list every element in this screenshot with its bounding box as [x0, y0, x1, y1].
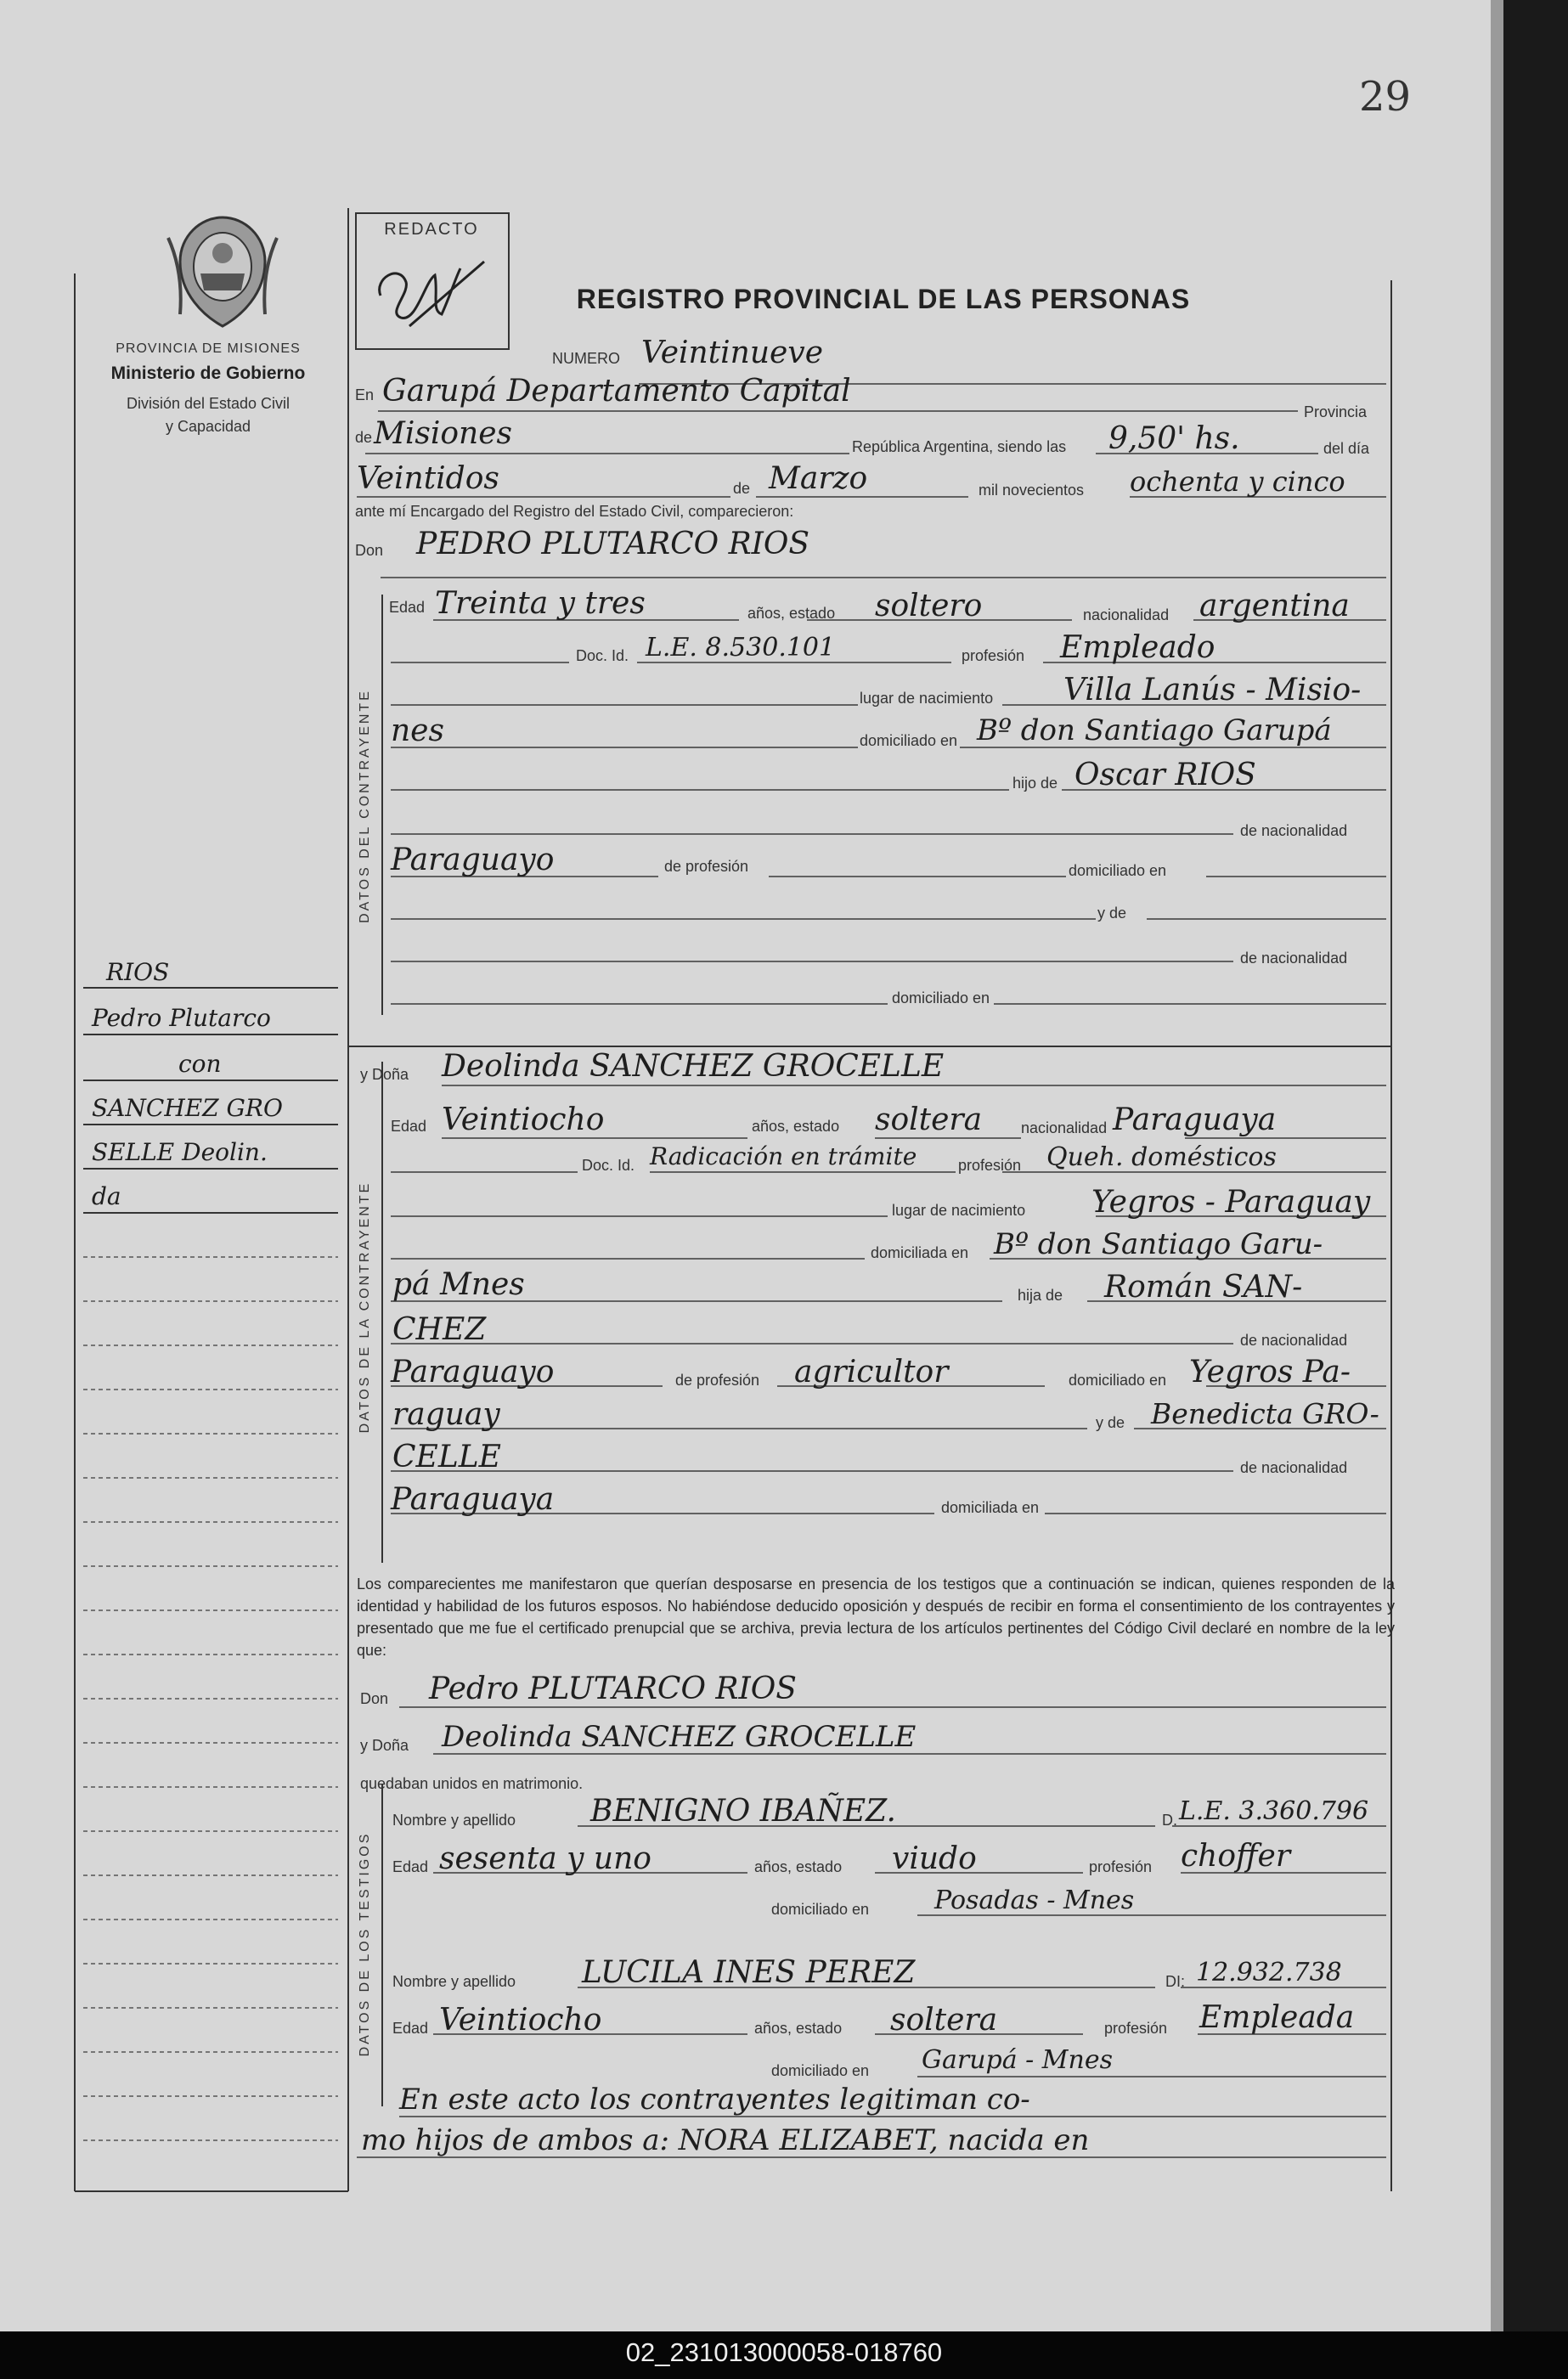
groom-father-nationality: Paraguayo — [391, 843, 555, 877]
day-value: Veintidos — [357, 461, 499, 496]
bride-address-2: pá Mnes — [392, 1267, 525, 1302]
w2-nombre-label: Nombre y apellido — [392, 1973, 516, 1990]
bride-father-profession: agricultor — [794, 1355, 949, 1390]
bride-doc-label: Doc. Id. — [582, 1157, 635, 1174]
bride-profession: Queh. domésticos — [1046, 1142, 1277, 1172]
margin-note-line: Pedro Plutarco — [92, 1004, 271, 1032]
del-dia-label: del día — [1323, 440, 1370, 457]
w1-profesion-label: profesión — [1089, 1858, 1153, 1875]
bride-father-address: Yegros Pa- — [1189, 1355, 1351, 1390]
margin-note-line: RIOS — [106, 958, 170, 986]
w1-nombre-label: Nombre y apellido — [392, 1812, 516, 1829]
w2-edad-label: Edad — [392, 2020, 429, 2037]
act-number: Veintinueve — [641, 335, 823, 370]
coat-of-arms-icon — [163, 212, 282, 331]
provincia-label: Provincia — [1304, 403, 1368, 420]
bride-father-dom-label: domiciliado en — [1069, 1372, 1167, 1389]
groom-father: Oscar RIOS — [1074, 758, 1256, 792]
legitimation-note: En este acto los contrayentes legitiman co- — [399, 2083, 1030, 2117]
bride-estado: soltera — [875, 1102, 983, 1137]
bride-mother-label: y de — [1096, 1414, 1125, 1431]
w1-estado: viudo — [892, 1841, 977, 1876]
margin-note-line: da — [92, 1182, 121, 1210]
bride-birthplace: Yegros - Paraguay — [1091, 1185, 1371, 1220]
bride-edad-label: Edad — [391, 1118, 427, 1135]
groom-birthplace-2: nes — [391, 713, 444, 748]
bride-nacionalidad-label: nacionalidad — [1021, 1119, 1108, 1136]
bride-father-nationality: Paraguayo — [391, 1355, 555, 1390]
groom-mother-label: y de — [1097, 905, 1127, 922]
de-month-label: de — [733, 480, 751, 497]
groom-estado-label: años, estado — [747, 605, 836, 622]
province-label: PROVINCIA DE MISIONES — [116, 341, 301, 356]
w2-dom-label: domiciliado en — [771, 2062, 870, 2079]
bride-mother-nationality: Paraguaya — [391, 1482, 555, 1517]
w2-name: LUCILA INES PEREZ — [582, 1955, 916, 1990]
province-value: Misiones — [374, 416, 513, 451]
w1-estado-label: años, estado — [754, 1858, 843, 1875]
bride-father-nac-label: de nacionalidad — [1240, 1332, 1348, 1349]
groom-nationality: argentina — [1199, 589, 1350, 623]
month-value: Marzo — [769, 461, 868, 496]
w2-estado: soltera — [890, 2003, 998, 2038]
w1-age: sesenta y uno — [439, 1841, 651, 1876]
witness-section-label: DATOS DE LOS TESTIGOS — [358, 1831, 372, 2057]
numero-label: NUMERO — [552, 350, 620, 367]
margin-note-line: SANCHEZ GRO — [92, 1094, 283, 1122]
w2-profesion-label: profesión — [1104, 2020, 1168, 2037]
groom-nacionalidad-label: nacionalidad — [1083, 606, 1170, 623]
groom-lugar-label: lugar de nacimiento — [860, 690, 994, 707]
w1-dom-label: domiciliado en — [771, 1901, 870, 1918]
en-label: En — [355, 386, 375, 403]
decl-don-label: Don — [360, 1690, 389, 1707]
groom-profesion-label: profesión — [962, 647, 1025, 664]
groom-hijo-label: hijo de — [1012, 775, 1058, 792]
w1-name: BENIGNO IBAÑEZ. — [590, 1794, 896, 1829]
bride-father-address-2: raguay — [392, 1397, 500, 1432]
scan-id: 02_231013000058-018760 — [625, 2337, 943, 2367]
ante-label: ante mí Encargado del Registro del Estado Civil, comparecieron: — [355, 503, 794, 520]
bride-mother-dom-label: domiciliada en — [941, 1499, 1040, 1516]
bride-father-2: CHEZ — [392, 1312, 487, 1347]
division-label: División del Estado Civil — [126, 395, 290, 412]
bride-estado-label: años, estado — [752, 1118, 840, 1135]
book-spine — [1503, 0, 1568, 2331]
bride-age: Veintiocho — [442, 1102, 605, 1137]
w1-doc: L.E. 3.360.796 — [1179, 1796, 1369, 1826]
bride-name: Deolinda SANCHEZ GROCELLE — [442, 1049, 945, 1084]
republica-label: República Argentina, siendo las — [852, 438, 1067, 455]
w2-age: Veintiocho — [439, 2003, 602, 2038]
ministry-label: Ministerio de Gobierno — [110, 364, 306, 383]
groom-mother-nac-label: de nacionalidad — [1240, 950, 1348, 967]
dona-label: y Doña — [360, 1066, 409, 1083]
bride-father-prof-label: de profesión — [675, 1372, 760, 1389]
bride-profesion-label: profesión — [958, 1157, 1022, 1174]
mil-label: mil novecientos — [979, 482, 1085, 499]
place-value: Garupá Departamento Capital — [382, 374, 851, 409]
bride-mother-nac-label: de nacionalidad — [1240, 1459, 1348, 1476]
bride-section-label: DATOS DE LA CONTRAYENTE — [358, 1181, 372, 1434]
bride-nationality: Paraguaya — [1113, 1102, 1277, 1137]
groom-father-dom-label: domiciliado en — [1069, 862, 1167, 879]
bride-mother: Benedicta GRO- — [1151, 1397, 1379, 1430]
year-value: ochenta y cinco — [1130, 465, 1345, 498]
page-title: REGISTRO PROVINCIAL DE LAS PERSONAS — [576, 284, 1191, 314]
decl-dona-label: y Doña — [360, 1737, 409, 1754]
w2-profession: Empleada — [1199, 2000, 1355, 2035]
bride-domiciliada-label: domiciliada en — [871, 1244, 969, 1261]
bride-mother-2: CELLE — [392, 1440, 501, 1474]
bride-lugar-label: lugar de nacimiento — [892, 1202, 1026, 1219]
stamp-label: REDACTO — [384, 220, 479, 239]
bride-address: Bº don Santiago Garu- — [994, 1227, 1323, 1261]
groom-edad-label: Edad — [389, 599, 426, 616]
declaration-text: Los comparecientes me manifestaron que querían desposarse en presencia de los testigos que a continuación se indican, quienes responden de la identidad y habilidad de los futuros esposos. No habiéndose deducido oposición y después de recibir en forma el consentimiento de los contrayentes y presentado que me fue el certificado prenupcial que se archiva, previa lectura de los artículos pertinentes del Código Civil declaré en nombre de la ley que: — [357, 1576, 1395, 1659]
signature-initials — [357, 245, 506, 338]
groom-father-prof-label: de profesión — [664, 858, 749, 875]
groom-domiciliado-label: domiciliado en — [860, 732, 958, 749]
w2-doc: 12.932.738 — [1196, 1958, 1342, 1987]
groom-address: Bº don Santiago Garupá — [977, 713, 1332, 747]
hour-value: 9,50' hs. — [1108, 421, 1240, 456]
groom-birthplace: Villa Lanús - Misio- — [1063, 673, 1362, 707]
groom-estado: soltero — [875, 589, 983, 623]
page-number: 29 — [1359, 73, 1412, 121]
decl-bride-name: Deolinda SANCHEZ GROCELLE — [442, 1720, 917, 1754]
w1-doc-label: D. — [1162, 1812, 1177, 1829]
legitimation-note-2: mo hijos de ambos a: NORA ELIZABET, nacida en — [361, 2123, 1090, 2157]
margin-note-line: SELLE Deolin. — [92, 1138, 268, 1166]
bride-hija-label: hija de — [1018, 1287, 1063, 1304]
decl-groom-name: Pedro PLUTARCO RIOS — [429, 1672, 797, 1706]
groom-name: PEDRO PLUTARCO RIOS — [416, 527, 810, 561]
w1-address: Posadas - Mnes — [934, 1886, 1135, 1915]
bride-doc: Radicación en trámite — [650, 1142, 917, 1170]
groom-doc: L.E. 8.530.101 — [646, 633, 836, 662]
w1-profession: choffer — [1181, 1839, 1291, 1874]
margin-note-line: con — [178, 1050, 222, 1078]
w2-address: Garupá - Mnes — [922, 2045, 1113, 2075]
w2-doc-label: DI: — [1165, 1973, 1186, 1990]
w2-estado-label: años, estado — [754, 2020, 843, 2037]
groom-doc-label: Doc. Id. — [576, 647, 629, 664]
groom-profession: Empleado — [1060, 630, 1215, 665]
don-label: Don — [355, 542, 384, 559]
groom-mother-dom-label: domiciliado en — [892, 989, 990, 1006]
decl-closing: quedaban unidos en matrimonio. — [360, 1775, 584, 1792]
w1-edad-label: Edad — [392, 1858, 429, 1875]
groom-section-label: DATOS DEL CONTRAYENTE — [358, 689, 372, 923]
groom-father-nac-label: de nacionalidad — [1240, 822, 1348, 839]
de-label: de — [355, 429, 373, 446]
division-label-2: y Capacidad — [165, 418, 251, 435]
bride-father: Román SAN- — [1104, 1270, 1303, 1305]
groom-age: Treinta y tres — [435, 586, 646, 621]
